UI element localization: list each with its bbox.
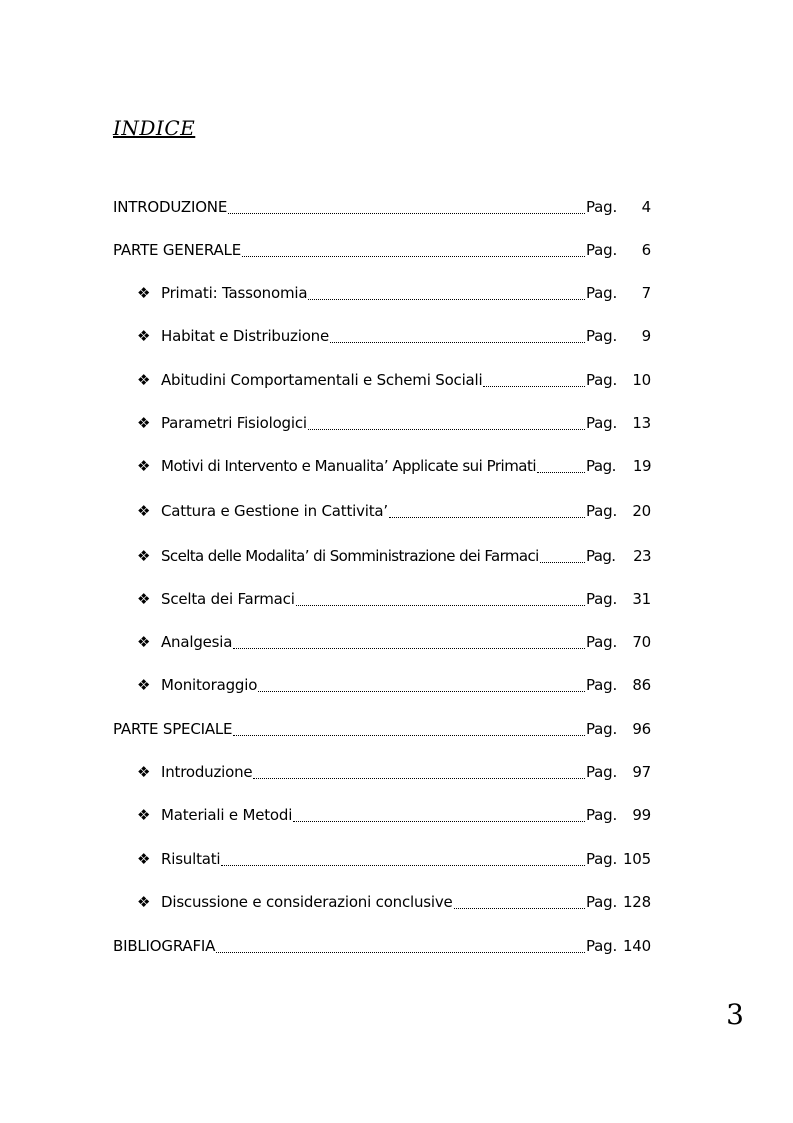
diamond-bullet-icon: ❖ — [137, 806, 151, 824]
pag-label: Pag. — [586, 414, 618, 432]
toc-page-number: 140 — [622, 937, 651, 955]
dot-leader — [540, 561, 585, 563]
toc-entry-risultati[interactable] — [137, 850, 651, 872]
toc-entry-parte-speciale[interactable] — [113, 720, 651, 742]
toc-page-number: 105 — [622, 850, 651, 868]
toc-page-number: 20 — [632, 502, 651, 520]
page-number: 3 — [726, 998, 744, 1031]
toc-page-number: 13 — [632, 414, 651, 432]
diamond-bullet-icon: ❖ — [137, 590, 151, 608]
diamond-bullet-icon: ❖ — [137, 284, 151, 302]
toc-entry-label: Analgesia — [161, 633, 233, 651]
pag-label: Pag. — [586, 590, 618, 608]
toc-page-number: 4 — [641, 198, 651, 216]
toc-entry-label: Motivi di Intervento e Manualita’ Applicate sui Primati — [161, 457, 537, 475]
pag-label: Pag. — [586, 806, 618, 824]
diamond-bullet-icon: ❖ — [137, 414, 151, 432]
toc-entry-primati-tassonomia[interactable] — [137, 284, 651, 306]
diamond-bullet-icon: ❖ — [137, 547, 150, 565]
dot-leader — [537, 471, 585, 473]
dot-leader — [233, 734, 585, 736]
pag-label: Pag. — [586, 720, 618, 738]
diamond-bullet-icon: ❖ — [137, 850, 151, 868]
pag-label: Pag. — [586, 850, 618, 868]
dot-leader — [296, 604, 585, 606]
toc-entry-label: Cattura e Gestione in Cattivita’ — [161, 502, 388, 520]
diamond-bullet-icon: ❖ — [137, 457, 150, 475]
pag-label: Pag. — [586, 893, 618, 911]
toc-entry-bibliografia[interactable] — [113, 937, 651, 959]
toc-entry-label: PARTE SPECIALE — [113, 720, 233, 738]
toc-entry-label: Abitudini Comportamentali e Schemi Sociali — [161, 371, 483, 389]
toc-page-number: 9 — [641, 327, 651, 345]
toc-entry-label: BIBLIOGRAFIA — [113, 937, 216, 955]
toc-entry-label: Primati: Tassonomia — [161, 284, 308, 302]
dot-leader — [308, 298, 585, 300]
toc-entry-label: Scelta delle Modalita’ di Somministrazione dei Farmaci — [161, 547, 539, 565]
dot-leader — [308, 428, 585, 430]
toc-page-number: 86 — [632, 676, 651, 694]
dot-leader — [233, 647, 585, 649]
toc-page-number: 99 — [632, 806, 651, 824]
dot-leader — [389, 516, 585, 518]
pag-label: Pag. — [586, 371, 618, 389]
pag-label: Pag. — [586, 198, 618, 216]
pag-label: Pag. — [586, 327, 618, 345]
toc-entry-farmaci[interactable] — [137, 590, 651, 612]
toc-entry-label: Habitat e Distribuzione — [161, 327, 330, 345]
pag-label: Pag. — [586, 676, 618, 694]
toc-page-number: 97 — [632, 763, 651, 781]
toc-entry-parametri[interactable] — [137, 414, 651, 436]
diamond-bullet-icon: ❖ — [137, 633, 151, 651]
toc-entry-monitoraggio[interactable] — [137, 676, 651, 698]
pag-label: Pag. — [586, 937, 618, 955]
diamond-bullet-icon: ❖ — [137, 371, 151, 389]
pag-label: Pag. — [586, 284, 618, 302]
toc-entry-motivi[interactable] — [137, 457, 651, 479]
toc-entry-label: INTRODUZIONE — [113, 198, 228, 216]
toc-page-number: 7 — [641, 284, 651, 302]
pag-label: Pag. — [586, 241, 618, 259]
toc-entry-label: Discussione e considerazioni conclusive — [161, 893, 453, 911]
toc-entry-label: Monitoraggio — [161, 676, 258, 694]
pag-label: Pag. — [586, 547, 616, 565]
toc-page-number: 6 — [641, 241, 651, 259]
toc-entry-label: Introduzione — [161, 763, 253, 781]
toc-entry-discussione[interactable] — [137, 893, 651, 915]
diamond-bullet-icon: ❖ — [137, 893, 151, 911]
toc-entry-label: Materiali e Metodi — [161, 806, 293, 824]
toc-entry-introduzione[interactable] — [113, 198, 651, 220]
dot-leader — [483, 385, 585, 387]
diamond-bullet-icon: ❖ — [137, 502, 151, 520]
index-title: INDICE — [113, 116, 196, 140]
toc-entry-cattura[interactable] — [137, 502, 651, 524]
dot-leader — [242, 255, 585, 257]
toc-entry-abitudini[interactable] — [137, 371, 651, 393]
dot-leader — [221, 864, 585, 866]
toc-page-number: 96 — [632, 720, 651, 738]
toc-entry-materiali[interactable] — [137, 806, 651, 828]
toc-entry-analgesia[interactable] — [137, 633, 651, 655]
toc-page-number: 23 — [633, 547, 651, 565]
toc-page-number: 128 — [622, 893, 651, 911]
dot-leader — [454, 907, 585, 909]
toc-entry-label: Scelta dei Farmaci — [161, 590, 295, 608]
toc-page-number: 10 — [632, 371, 651, 389]
pag-label: Pag. — [586, 633, 618, 651]
toc-entry-introduzione-speciale[interactable] — [137, 763, 651, 785]
dot-leader — [258, 690, 585, 692]
diamond-bullet-icon: ❖ — [137, 676, 151, 694]
toc-entry-label: Risultati — [161, 850, 221, 868]
diamond-bullet-icon: ❖ — [137, 327, 151, 345]
dot-leader — [216, 951, 585, 953]
toc-entry-habitat[interactable] — [137, 327, 651, 349]
dot-leader — [228, 212, 585, 214]
dot-leader — [293, 820, 585, 822]
toc-entry-label: Parametri Fisiologici — [161, 414, 307, 432]
toc-page-number: 31 — [632, 590, 651, 608]
toc-page-number: 70 — [632, 633, 651, 651]
dot-leader — [253, 777, 585, 779]
pag-label: Pag. — [586, 763, 618, 781]
toc-entry-parte-generale[interactable] — [113, 241, 651, 263]
dot-leader — [330, 341, 585, 343]
toc-entry-somministrazione[interactable] — [137, 547, 651, 569]
pag-label: Pag. — [586, 457, 616, 475]
toc-entry-label: PARTE GENERALE — [113, 241, 241, 259]
diamond-bullet-icon: ❖ — [137, 763, 151, 781]
pag-label: Pag. — [586, 502, 618, 520]
toc-page-number: 19 — [632, 457, 651, 475]
